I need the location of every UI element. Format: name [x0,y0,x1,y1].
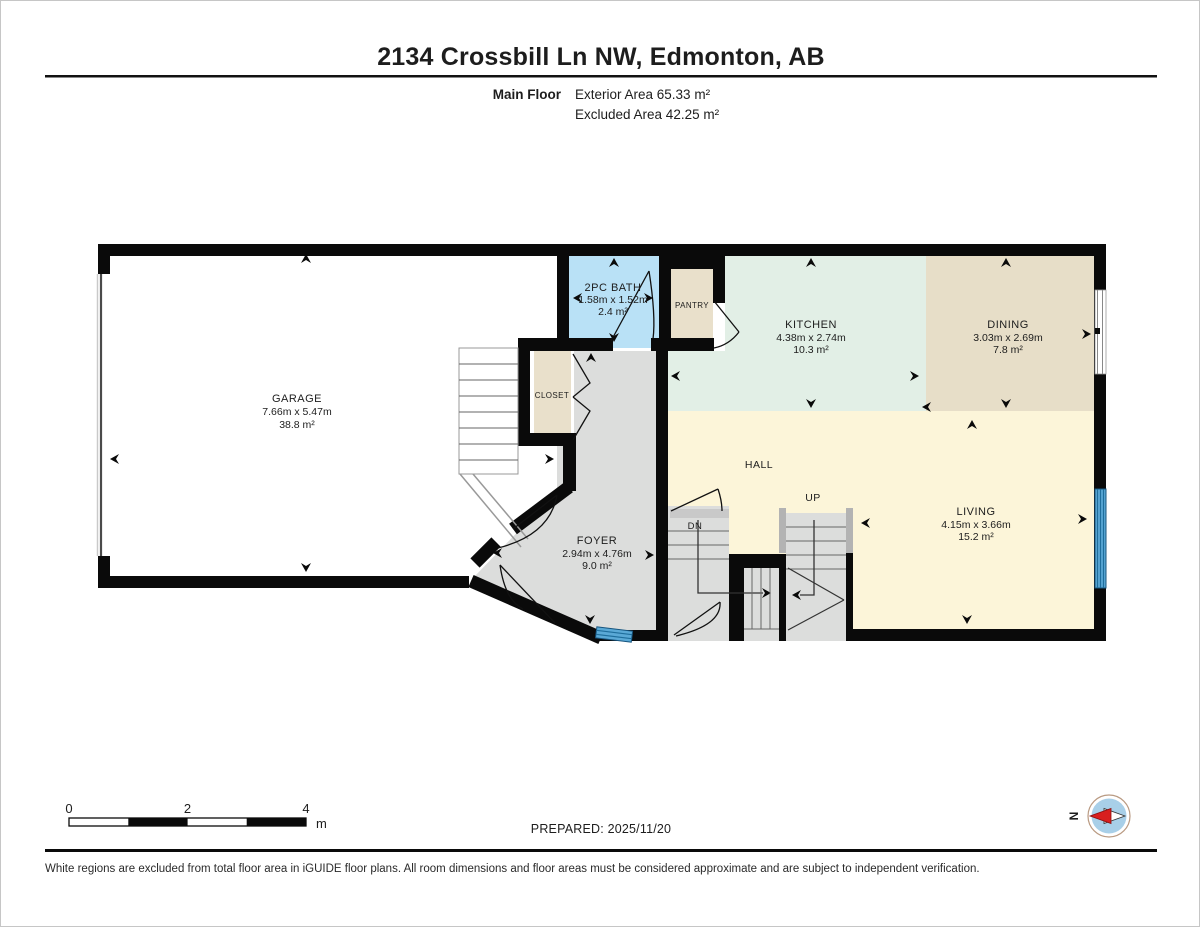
dining-label: DINING [987,319,1029,331]
scale-tick-0: 0 [65,801,73,816]
scale-tick-2: 2 [183,801,192,816]
disclaimer-text: White regions are excluded from total floor area in iGUIDE floor plans. All room dimensions and floor areas must be considered approximate and are subject to independent verification. [45,863,980,875]
footer-divider [45,849,1157,852]
pantry-label: PANTRY [674,301,710,310]
kitchen-area: 10.3 m² [793,344,829,356]
foyer-label: FOYER [576,535,618,547]
dining-area: 7.8 m² [993,344,1023,356]
excluded-area: Excluded Area 42.25 m² [575,107,720,122]
prepared-date: PREPARED: 2025/11/20 [530,822,672,836]
garage-area: 38.8 m² [279,419,315,431]
bath-dims: 1.58m x 1.52m [578,294,648,306]
stairwell-up-floor [786,513,846,641]
bath-area: 2.4 m² [598,306,628,318]
scale-tick-4: 4 [302,801,310,816]
stairs-down-label: DN [687,521,703,532]
bath-label: 2PC BATH [584,282,642,294]
living-label: LIVING [956,506,996,518]
scale-bar [65,801,326,831]
scale-unit: m [316,816,327,831]
page-title: 2134 Crossbill Ln NW, Edmonton, AB [377,43,825,71]
floor-label: Main Floor [492,87,561,102]
garage-dims: 7.66m x 5.47m [262,406,332,418]
compass-north-label: N [1067,811,1081,821]
dining-dims: 3.03m x 2.69m [973,332,1043,344]
garage-label: GARAGE [271,393,323,405]
exterior-area: Exterior Area 65.33 m² [575,87,711,102]
header-divider [45,75,1157,78]
living-area: 15.2 m² [958,531,994,543]
header [45,43,1157,122]
stairs-up-label: UP [805,492,821,504]
closet-label: CLOSET [534,391,570,400]
foyer-area: 9.0 m² [582,560,612,572]
foyer-dims: 2.94m x 4.76m [562,548,632,560]
living-dims: 4.15m x 3.66m [941,519,1011,531]
dining-window [1095,290,1106,374]
living-window [1095,489,1106,588]
kitchen-label: KITCHEN [785,319,837,331]
kitchen-dims: 4.38m x 2.74m [776,332,846,344]
garage-door [98,274,102,556]
compass-icon [1067,795,1130,837]
hall-label: HALL [744,459,774,471]
